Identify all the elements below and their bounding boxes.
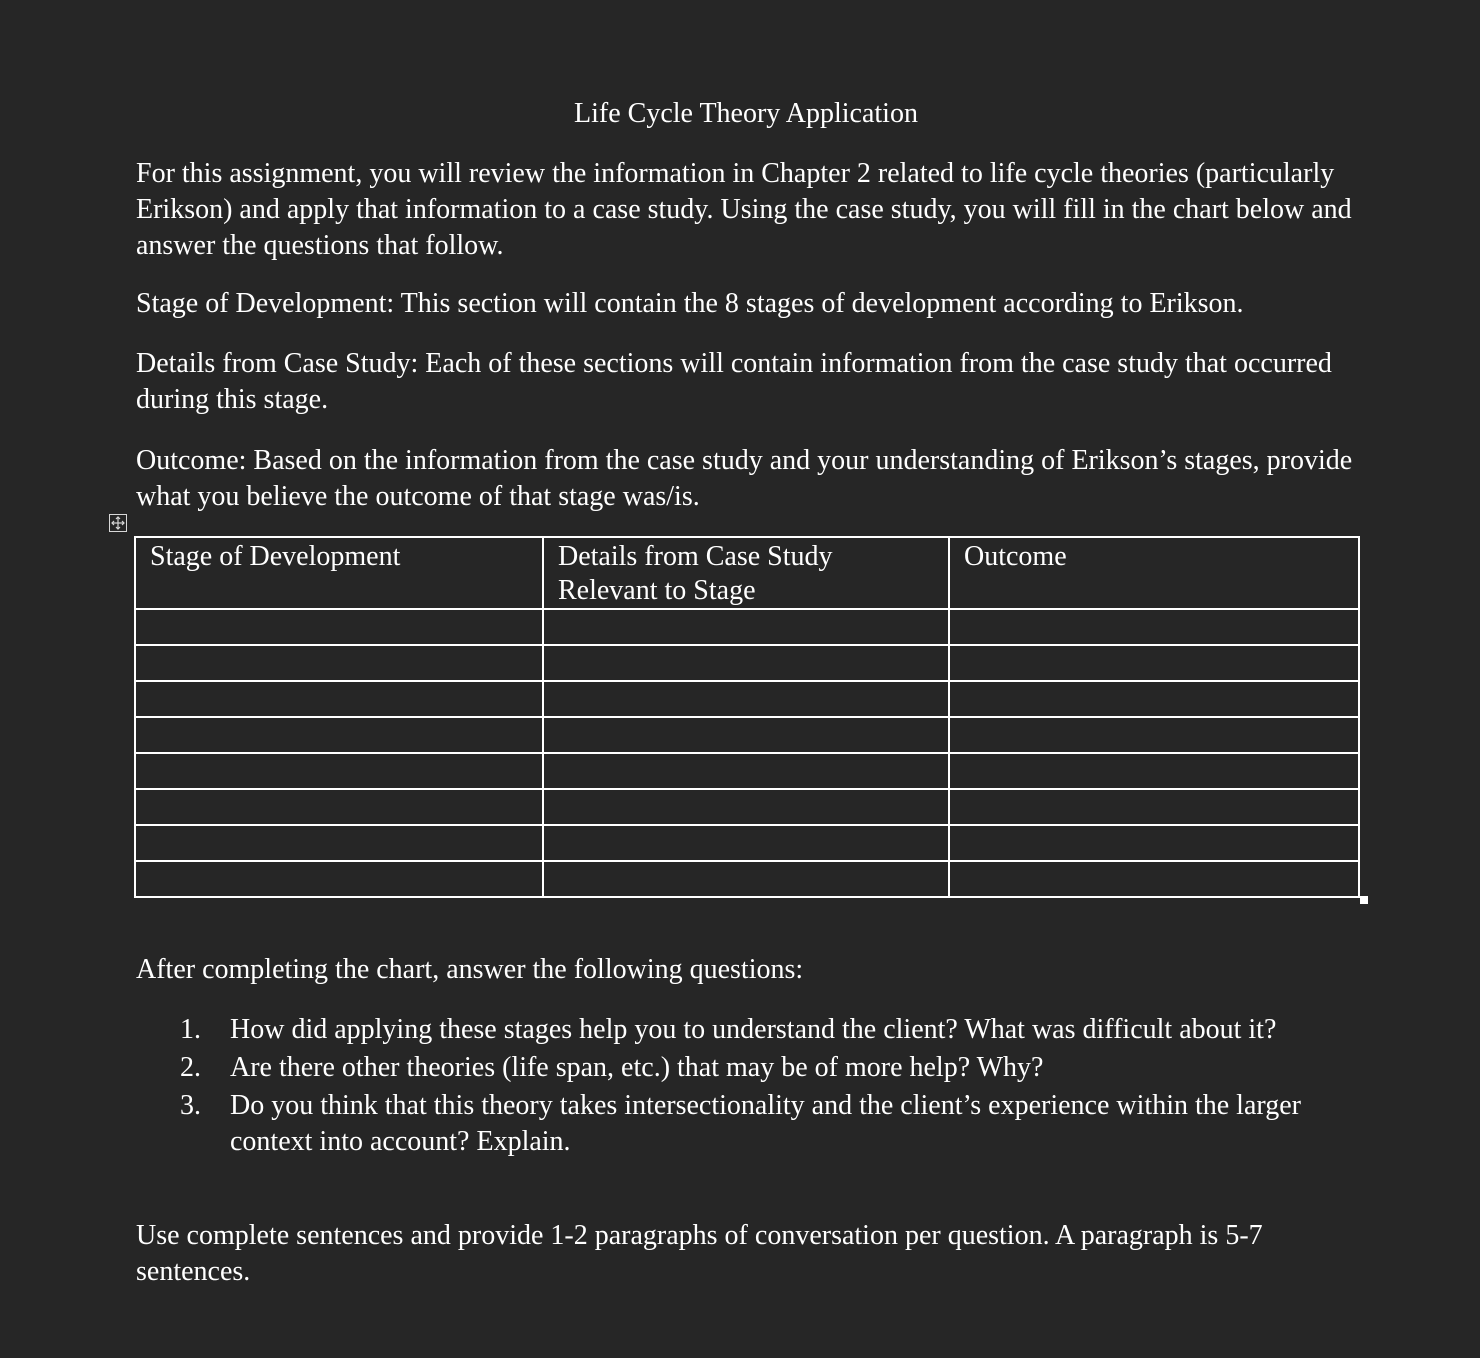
question-item — [180, 1050, 1360, 1086]
table-cell[interactable] — [949, 609, 1359, 645]
stage-description-paragraph: Stage of Development: This section will contain the 8 stages of development according to Erikson. — [136, 288, 1244, 319]
header-outcome[interactable]: Outcome — [949, 537, 1359, 609]
intro-paragraph: For this assignment, you will review the information in Chapter 2 related to life cycle theories (particularly Erikson) and apply that information to a case study. Using the case study, you will fill in the chart below and answer the questions that follow. — [136, 158, 1352, 261]
table-cell[interactable] — [949, 825, 1359, 861]
table-row — [135, 825, 1359, 861]
question-text: Do you think that this theory takes intersectionality and the client’s experience within the larger context into account? Explain. — [230, 1090, 1301, 1157]
table-cell[interactable] — [135, 789, 543, 825]
table-cell[interactable] — [949, 681, 1359, 717]
document-title: Life Cycle Theory Application — [574, 98, 918, 129]
table-row — [135, 753, 1359, 789]
table-row — [135, 681, 1359, 717]
question-number: 3. — [180, 1090, 201, 1121]
table-cell[interactable] — [949, 789, 1359, 825]
table-cell[interactable] — [949, 753, 1359, 789]
table-cell[interactable] — [543, 681, 949, 717]
table-row — [135, 645, 1359, 681]
table-cell[interactable] — [135, 825, 543, 861]
table-cell[interactable] — [543, 645, 949, 681]
table-row — [135, 609, 1359, 645]
table-cell[interactable] — [135, 861, 543, 897]
table-cell[interactable] — [543, 609, 949, 645]
erikson-chart-table — [134, 536, 1360, 898]
table-cell[interactable] — [135, 645, 543, 681]
outcome-description-paragraph: Outcome: Based on the information from the case study and your understanding of Erikson’s stages, provide what you believe the outcome of that stage was/is. — [136, 445, 1353, 512]
header-stage-of-development[interactable]: Stage of Development — [135, 537, 543, 609]
table-cell[interactable] — [949, 645, 1359, 681]
question-number: 1. — [180, 1014, 201, 1045]
table-header-row — [135, 537, 1359, 609]
table-cell[interactable] — [543, 717, 949, 753]
table-cell[interactable] — [949, 861, 1359, 897]
header-details-from-case-study[interactable]: Details from Case Study Relevant to Stage — [543, 537, 949, 609]
table-cell[interactable] — [543, 789, 949, 825]
closing-paragraph: Use complete sentences and provide 1-2 paragraphs of conversation per question. A paragraph is 5-7 sentences. — [136, 1220, 1263, 1287]
table-cell[interactable] — [543, 861, 949, 897]
table-cell[interactable] — [543, 753, 949, 789]
question-text: How did applying these stages help you to understand the client? What was difficult about it? — [230, 1014, 1277, 1045]
table-cell[interactable] — [135, 717, 543, 753]
question-number: 2. — [180, 1052, 201, 1083]
table-cell[interactable] — [135, 681, 543, 717]
table-cell[interactable] — [135, 753, 543, 789]
table-row — [135, 717, 1359, 753]
details-description-paragraph: Details from Case Study: Each of these sections will contain information from the case study that occurred during this stage. — [136, 348, 1332, 415]
table-move-handle-icon[interactable] — [109, 514, 127, 532]
table-row — [135, 789, 1359, 825]
table-resize-handle[interactable] — [1360, 896, 1368, 904]
question-item — [180, 1088, 1360, 1160]
questions-list — [180, 1012, 1360, 1162]
table-row — [135, 861, 1359, 897]
after-chart-paragraph: After completing the chart, answer the following questions: — [136, 954, 804, 985]
table-cell[interactable] — [949, 717, 1359, 753]
question-text: Are there other theories (life span, etc.) that may be of more help? Why? — [230, 1052, 1044, 1083]
table-cell[interactable] — [543, 825, 949, 861]
question-item — [180, 1012, 1360, 1048]
table-cell[interactable] — [135, 609, 543, 645]
